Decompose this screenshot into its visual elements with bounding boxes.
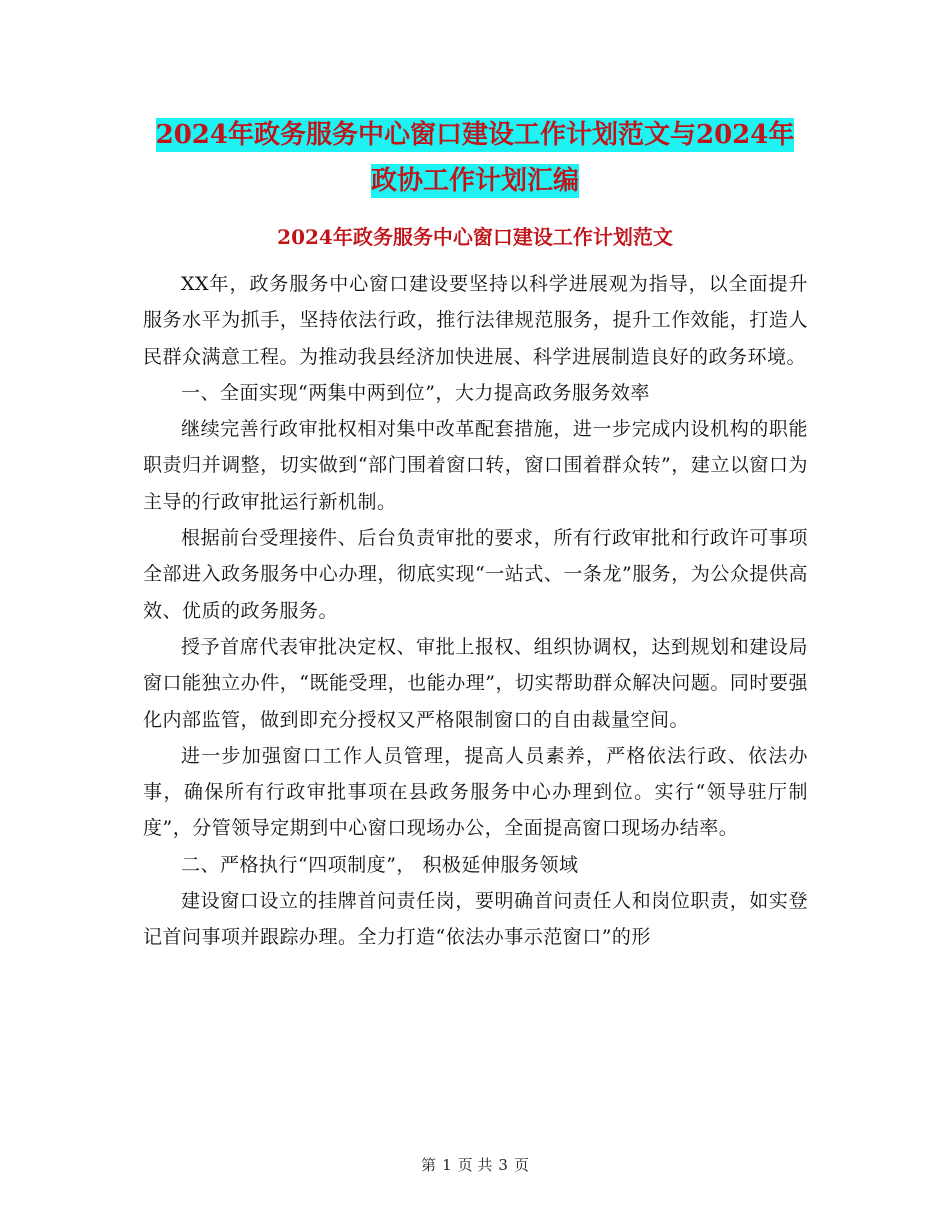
paragraph: 进一步加强窗口工作人员管理，提高人员素养，严格依法行政、依法办事，确保所有行政审批事项在县政务服务中心办理到位。实行“领导驻厅制度”，分管领导定期到中心窗口现场办公，全面提高窗口现场办结率。 (143, 744, 808, 840)
footer-suffix: 页 (513, 1156, 529, 1174)
document-title (0, 112, 950, 204)
document-body (143, 266, 808, 956)
footer-middle: 页 共 (457, 1156, 493, 1174)
paragraph: 建设窗口设立的挂牌首问责任岗，要明确首问责任人和岗位职责，如实登记首问事项并跟踪办理。全力打造“依法办事示范窗口”的形 (143, 890, 808, 949)
footer-prefix: 第 (421, 1156, 437, 1174)
paragraph: XX年，政务服务中心窗口建设要坚持以科学进展观为指导，以全面提升服务水平为抓手，坚持依法行政，推行法律规范服务，提升工作效能，打造人民群众满意工程。为推动我县经济加快进展、科学进展制造良好的政务环境。 (143, 273, 808, 368)
paragraph: 授予首席代表审批决定权、审批上报权、组织协调权，达到规划和建设局窗口能独立办件，“既能受理，也能办理”，切实帮助群众解决问题。同时要强化内部监管，做到即充分授权又严格限制窗口的自由裁量空间。 (143, 635, 808, 731)
section-heading: 一、全面实现“两集中两到位”，大力提高政务服务效率 (181, 381, 650, 404)
paragraph: 继续完善行政审批权相对集中改革配套措施，进一步完成内设机构的职能职责归并调整，切实做到“部门围着窗口转，窗口围着群众转”，建立以窗口为主导的行政审批运行新机制。 (143, 418, 808, 513)
page-footer (0, 1154, 950, 1175)
footer-total-pages: 3 (498, 1156, 508, 1174)
section-title: 2024年政务服务中心窗口建设工作计划范文 (277, 225, 673, 249)
section-heading: 二、严格执行“四项制度”， 积极延伸服务领域 (181, 853, 579, 876)
document-title-line-2: 政协工作计划汇编 (370, 166, 579, 196)
footer-page-number: 1 (442, 1156, 452, 1174)
paragraph: 根据前台受理接件、后台负责审批的要求，所有行政审批和行政许可事项全部进入政务服务中心办理，彻底实现“一站式、一条龙”服务，为公众提供高效、优质的政务服务。 (143, 527, 808, 622)
document-title-line-1: 2024年政务服务中心窗口建设工作计划范文与2024年 (155, 120, 795, 150)
